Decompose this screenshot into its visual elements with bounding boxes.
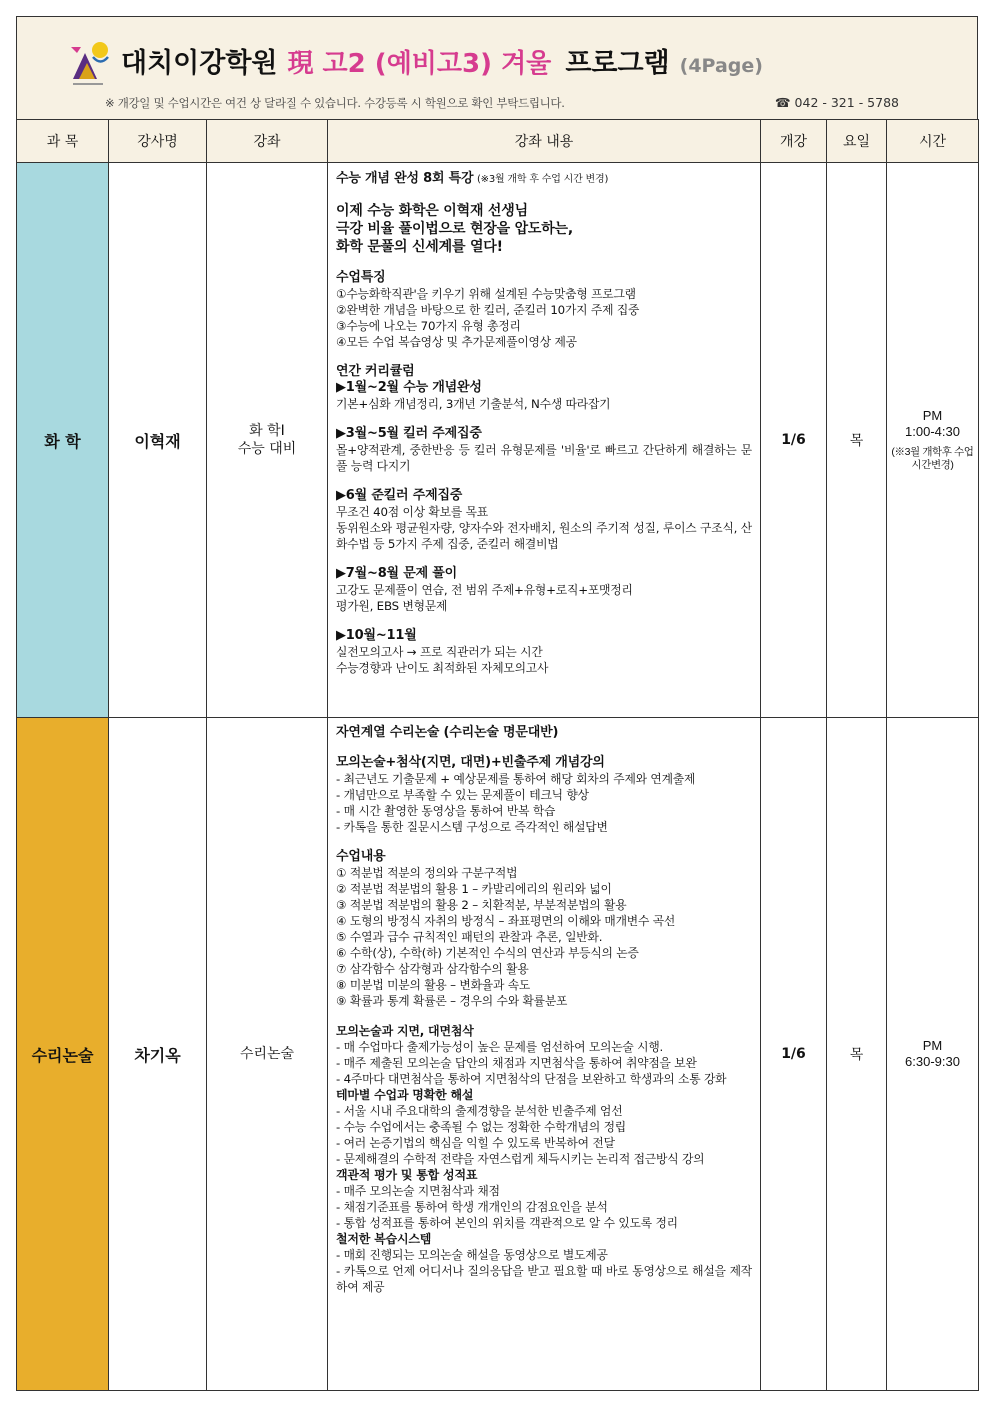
course-cell [207,163,328,718]
day-cell: 목 [827,163,887,718]
topic-item: ④ 도형의 방정식 자취의 방정식 – 좌표평면의 이해와 매개변수 곡선 [336,914,676,928]
column-header-content: 강좌 내용 [328,120,761,163]
section-title: 테마별 수업과 명확한 해설 [336,1088,474,1102]
topic-item: ⑦ 삼각함수 삼각형과 삼각함수의 활용 [336,962,529,976]
features-title: 수업특징 [336,270,386,285]
topic-item: ⑥ 수학(상), 수학(하) 기본적인 수식의 연산과 부등식의 논증 [336,946,639,960]
page-number: (4Page) [679,55,763,77]
section-line: - 4주마다 대면첨삭을 통하여 지면첨삭의 단점을 보완하고 학생과의 소통 강화 [336,1072,727,1086]
phone-number: ☎ 042 - 321 - 5788 [775,95,899,110]
column-header-course: 강좌 [207,120,328,163]
curriculum-stage-line: 동위원소와 평균원자량, 양자수와 전자배치, 원소의 주기적 성질, 루이스 구조식, 산화수법 등 5가지 주제 집중, 준킬러 해결비법 [336,521,752,551]
notice-text: ※ 개강일 및 수업시간은 여건 상 달라질 수 있습니다. 수강등록 시 학원으로 확인 부탁드립니다. [105,96,565,110]
curriculum-stage-line: 수능경향과 난이도 최적화된 자체모의고사 [336,661,549,675]
grade-label: 現 고2 (예비고3) 겨울 [287,49,552,79]
course-cell [207,718,328,1391]
lecture-line: - 카톡을 통한 질문시스템 구성으로 즉각적인 해설답변 [336,820,608,834]
academy-name: 대치이강학원 [121,48,278,79]
section-line: - 매주 제출된 모의논술 답안의 채점과 지면첨삭을 통하여 취약점을 보완 [336,1056,697,1070]
topic-item: ② 적분법 적분법의 활용 1 – 카발리에리의 원리와 넓이 [336,882,612,896]
curriculum-stage-title: ▶1월~2월 수능 개념완성 [336,380,482,395]
section-title: 모의논술과 지면, 대면첨삭 [336,1024,474,1038]
curriculum-stage-line: 무조건 40점 이상 확보를 목표 [336,505,488,519]
lecture-line: - 개념만으로 부족할 수 있는 문제풀이 테크닉 향상 [336,788,589,802]
section-line: - 문제해결의 수학적 전략을 자연스럽게 체득시키는 논리적 접근방식 강의 [336,1152,705,1166]
column-header-open-date: 개강 [761,120,827,163]
topics-title: 수업내용 [336,849,386,864]
intro-line: 극강 비율 풀이법으로 현장을 압도하는, [336,221,573,237]
instructor-cell: 차기옥 [109,718,207,1391]
time-range: 1:00-4:30 [905,424,960,439]
column-header-time: 시간 [887,120,979,163]
curriculum-stage-line: 실전모의고사 → 프로 직관러가 되는 시간 [336,645,543,659]
academy-logo-icon [67,39,113,89]
course-target: 수능 대비 [237,441,297,457]
section-line: - 수능 수업에서는 충족될 수 없는 정확한 수학개념의 정립 [336,1120,626,1134]
course-content-cell [328,163,761,718]
lecture-line: - 매 시간 촬영한 동영상을 통하여 반복 학습 [336,804,556,818]
subject-cell: 화 학 [17,163,109,718]
time-note: (※3월 개학후 수업시간변경) [891,446,974,471]
program-label: 프로그램 [565,48,670,79]
section-line: - 여러 논증기법의 핵심을 익힐 수 있도록 반복하여 전달 [336,1136,615,1150]
open-date-cell: 1/6 [761,718,827,1391]
curriculum-stage-line: 몰+양적관계, 중한반응 등 킬러 유형문제를 '비율'로 빠르고 간단하게 해결하는 문풀 능력 다지기 [336,443,752,473]
section-line: - 매회 진행되는 모의논술 해설을 동영상으로 별도제공 [336,1248,608,1262]
topic-item: ⑨ 확률과 통계 확률론 – 경우의 수와 확률분포 [336,994,568,1008]
lecture-line: - 최근년도 기출문제 + 예상문제를 통하여 해당 회차의 주제와 연계출제 [336,772,696,786]
column-header-instructor: 강사명 [109,120,207,163]
column-header-subject: 과 목 [17,120,109,163]
day-cell: 목 [827,718,887,1391]
lecture-title: 모의논술+첨삭(지면, 대면)+빈출주제 개념강의 [336,755,605,770]
time-cell [887,163,979,718]
topic-item: ① 적분법 적분의 정의와 구분구적법 [336,866,518,880]
section-line: - 카톡으로 언제 어디서나 질의응답을 받고 필요할 때 바로 동영상으로 해설을 제작하여 제공 [336,1264,752,1294]
subject-cell: 수리논술 [17,718,109,1391]
section-title: 객관적 평가 및 통합 성적표 [336,1168,478,1182]
section-line: - 서울 시내 주요대학의 출제경향을 분석한 빈출주제 엄선 [336,1104,623,1118]
section-line: - 통합 성적표를 통하여 본인의 위치를 객관적으로 알 수 있도록 정리 [336,1216,678,1230]
curriculum-title: 연간 커리큘럼 [336,364,415,379]
page-title [121,41,763,80]
intro-line: 이제 수능 화학은 이혁재 선생님 [336,203,528,219]
curriculum-stage-title: ▶7월~8월 문제 풀이 [336,566,457,581]
curriculum-stage-title: ▶6월 준킬러 주제집중 [336,488,463,503]
intro-line: 화학 문풀의 신세계를 열다! [336,239,503,255]
time-range: 6:30-9:30 [905,1054,960,1069]
timetable-sheet [16,16,978,1391]
content-heading: 수능 개념 완성 8회 특강 [336,171,474,186]
section-line: - 채점기준표를 통하여 학생 개개인의 감점요인을 분석 [336,1200,608,1214]
table-row-chemistry [17,163,979,718]
section-line: - 매주 모의논술 지면첨삭과 채점 [336,1184,500,1198]
feature-item: ①수능화학직관'을 키우기 위해 설계된 수능맞춤형 프로그램 [336,287,636,301]
open-date-cell: 1/6 [761,163,827,718]
content-heading: 자연계열 수리논술 (수리논술 명문대반) [336,725,559,740]
time-period: PM [922,1038,943,1053]
content-heading-note: (※3월 개학 후 수업 시간 변경) [476,174,609,185]
course-name: 화 학Ⅰ [249,423,285,439]
curriculum-stage-line: 평가원, EBS 변형문제 [336,599,448,613]
feature-item: ③수능에 나오는 70가지 유형 총정리 [336,319,521,333]
schedule-table [16,119,979,1391]
course-name: 수리논술 [239,1046,295,1062]
topic-item: ⑧ 미분법 미분의 활용 – 변화율과 속도 [336,978,531,992]
instructor-cell: 이혁재 [109,163,207,718]
course-content-cell [328,718,761,1391]
curriculum-stage-title: ▶3월~5월 킬러 주제집중 [336,426,482,441]
table-row-math-essay [17,718,979,1391]
column-header-day: 요일 [827,120,887,163]
feature-item: ④모든 수업 복습영상 및 추가문제풀이영상 제공 [336,335,577,349]
topic-item: ⑤ 수열과 급수 규칙적인 패턴의 관찰과 추론, 일반화. [336,930,603,944]
time-cell [887,718,979,1391]
curriculum-stage-line: 고강도 문제풀이 연습, 전 범위 주제+유형+로직+포맷정리 [336,583,633,597]
section-line: - 매 수업마다 출제가능성이 높은 문제를 엄선하여 모의논술 시행. [336,1040,664,1054]
table-header-row [17,120,979,163]
section-title: 철저한 복습시스템 [336,1232,432,1246]
page-header [16,16,978,119]
curriculum-stage-title: ▶10월~11월 [336,628,417,643]
topic-item: ③ 적분법 적분법의 활용 2 – 치환적분, 부분적분법의 활용 [336,898,627,912]
time-period: PM [922,408,943,423]
feature-item: ②완벽한 개념을 바탕으로 한 킬러, 준킬러 10가지 주제 집중 [336,303,640,317]
curriculum-stage-line: 기본+심화 개념정리, 3개년 기출분석, N수생 따라잡기 [336,397,611,411]
